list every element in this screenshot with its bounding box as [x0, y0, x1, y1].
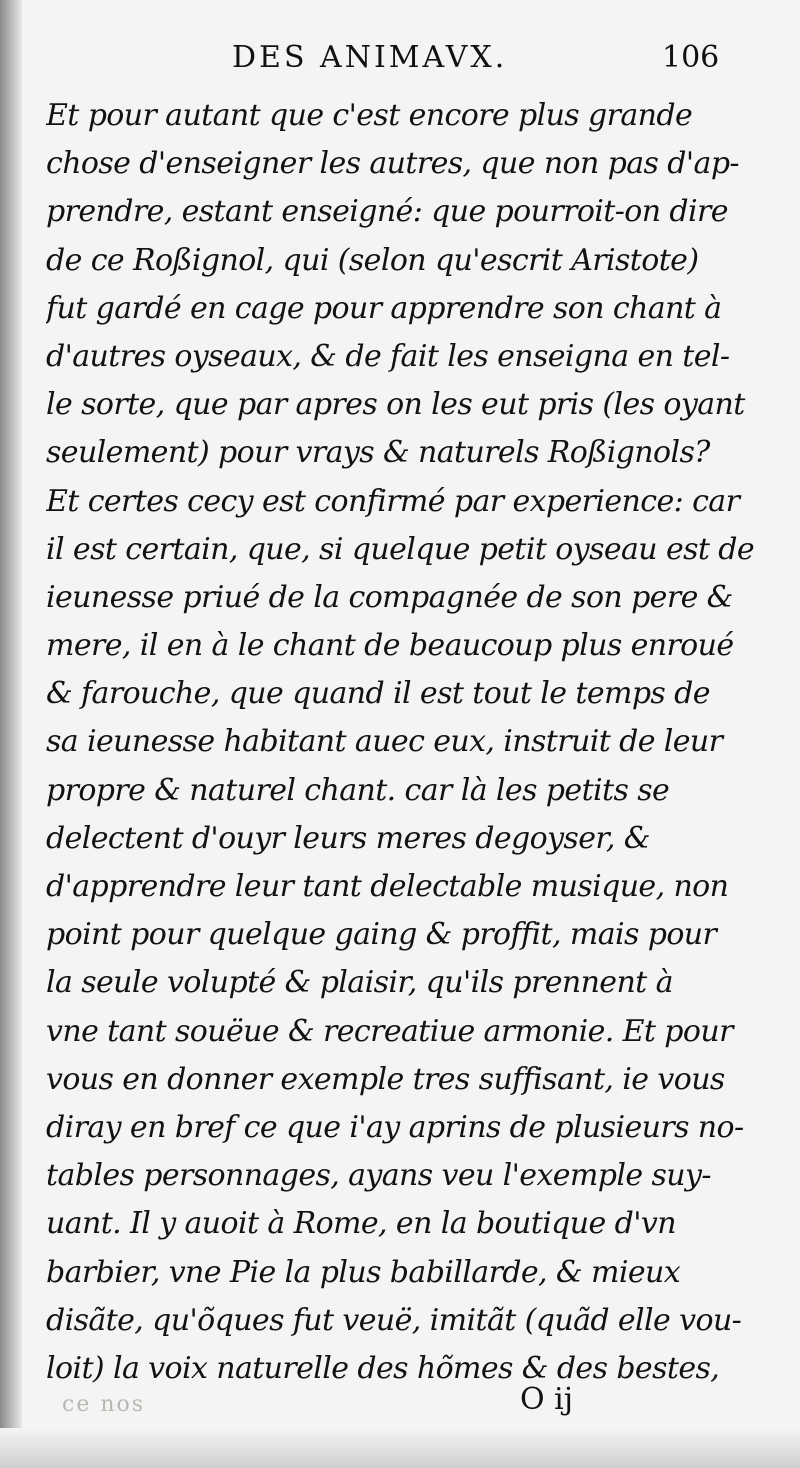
- signature-mark: O ij: [520, 1382, 574, 1417]
- page-number: 106: [662, 40, 720, 75]
- text-line: d'apprendre leur tant delectable musique, non: [46, 869, 729, 904]
- text-line: tables personnages, ayans veu l'exemple suy-: [46, 1158, 711, 1194]
- text-line: d'autres oyseaux, & de fait les enseigna en tel-: [46, 338, 730, 374]
- text-line: il est certain, que, si quelque petit oyseau est de: [46, 531, 755, 567]
- text-line: seulement) pour vrays & naturels Roßignols?: [46, 435, 710, 471]
- text-line: Et certes cecy est confirmé par experience: car: [46, 483, 740, 519]
- text-line: chose d'enseigner les autres, que non pas d'ap-: [46, 146, 739, 182]
- text-line: point pour quelque gaing & proffit, mais pour: [46, 917, 717, 953]
- text-line: de ce Roßignol, qui (selon qu'escrit Aristote): [46, 242, 699, 278]
- text-line: prendre, estant enseigné: que pourroit-on dire: [46, 194, 728, 230]
- text-line: propre & naturel chant. car là les petits se: [46, 772, 670, 808]
- text-line: loit) la voix naturelle des hõmes & des bestes,: [46, 1350, 720, 1386]
- page-bottom-shadow: [0, 1428, 800, 1468]
- text-line: le sorte, que par apres on les eut pris (les oyant: [46, 387, 745, 423]
- text-line: uant. Il y auoit à Rome, en la boutique d'vn: [46, 1206, 676, 1242]
- text-line: delectent d'ouyr leurs meres degoyser, &: [46, 820, 650, 856]
- text-line: barbier, vne Pie la plus babillarde, & mieux: [46, 1254, 681, 1290]
- page-header: [0, 40, 800, 90]
- text-line: vous en donner exemple tres suffisant, ie vous: [46, 1061, 725, 1097]
- text-line: mere, il en à le chant de beaucoup plus enroué: [46, 628, 734, 664]
- running-head: DES ANIMAVX.: [232, 40, 508, 75]
- gutter-shadow: [0, 0, 22, 1468]
- text-line: diray en bref ce que i'ay aprins de plusieurs no-: [46, 1109, 744, 1145]
- body-text: [46, 92, 766, 1393]
- bleed-through-text: ce nos: [62, 1392, 146, 1417]
- text-line: sa ieunesse habitant auec eux, instruit de leur: [46, 724, 723, 760]
- text-line: ieunesse priué de la compagnée de son pere &: [46, 579, 733, 615]
- text-line: disãte, qu'õques fut veuë, imitãt (quãd elle vou-: [46, 1302, 742, 1338]
- text-line: & farouche, que quand il est tout le temps de: [46, 676, 710, 712]
- text-line: vne tant souëue & recreatiue armonie. Et pour: [46, 1013, 733, 1049]
- text-line: la seule volupté & plaisir, qu'ils prennent à: [46, 965, 673, 1001]
- text-line: fut gardé en cage pour apprendre son chant à: [46, 290, 722, 326]
- text-line: Et pour autant que c'est encore plus grande: [46, 98, 693, 133]
